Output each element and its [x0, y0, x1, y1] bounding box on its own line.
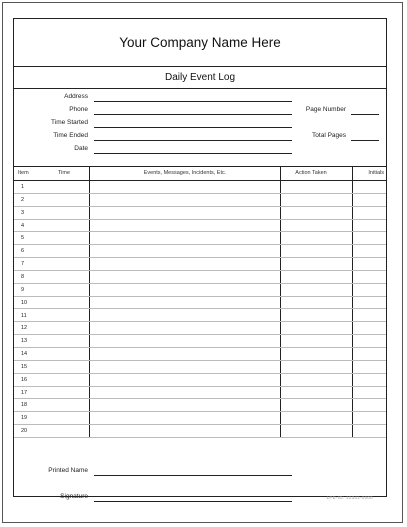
table-row[interactable]	[14, 220, 386, 233]
table-row[interactable]	[14, 361, 386, 374]
table-row[interactable]	[14, 245, 386, 258]
row-number: 20	[21, 428, 28, 435]
date-line[interactable]	[94, 153, 292, 154]
column-header-events: Events, Messages, Incidents, Etc.	[143, 170, 227, 176]
table-row[interactable]	[14, 374, 386, 387]
row-number: 4	[21, 222, 25, 229]
page-number-label: Page Number	[305, 106, 346, 113]
date-label: Date	[74, 145, 88, 152]
row-number: 1	[21, 184, 25, 190]
phone-label: Phone	[69, 106, 88, 113]
row-number: 17	[21, 389, 28, 396]
table-row[interactable]	[14, 181, 386, 194]
table-row[interactable]	[14, 348, 386, 361]
table-row[interactable]	[14, 207, 386, 220]
signature-line[interactable]	[94, 501, 292, 502]
row-number: 6	[21, 248, 25, 255]
table-row[interactable]	[14, 297, 386, 310]
form-title: Daily Event Log	[14, 67, 386, 89]
signature-section	[14, 438, 386, 498]
table-row[interactable]	[14, 399, 386, 412]
row-number: 7	[21, 261, 25, 268]
row-number: 8	[21, 273, 25, 280]
time-ended-line[interactable]	[94, 140, 292, 141]
row-number: 15	[21, 363, 28, 370]
table-row[interactable]	[14, 194, 386, 207]
row-number: 19	[21, 415, 28, 422]
info-section	[14, 89, 386, 167]
row-number: 13	[21, 338, 28, 345]
total-pages-line[interactable]	[351, 140, 379, 141]
table-row[interactable]	[14, 310, 386, 323]
table-row[interactable]	[14, 258, 386, 271]
column-header-initials: Initials	[368, 170, 384, 176]
table-row[interactable]	[14, 284, 386, 297]
page-number-line[interactable]	[351, 114, 379, 115]
printed-name-label: Printed Name	[48, 467, 88, 474]
row-number: 9	[21, 286, 25, 293]
table-row[interactable]	[14, 335, 386, 348]
phone-line[interactable]	[94, 114, 292, 115]
printed-name-line[interactable]	[94, 475, 292, 476]
table-row[interactable]	[14, 387, 386, 400]
row-number: 16	[21, 376, 28, 383]
time-started-line[interactable]	[94, 127, 292, 128]
total-pages-label: Total Pages	[312, 132, 346, 139]
row-number: 5	[21, 235, 25, 242]
column-header-item: Item	[18, 170, 29, 176]
row-number: 3	[21, 209, 25, 216]
table-row[interactable]	[14, 322, 386, 335]
table-header	[14, 167, 386, 181]
column-header-action: Action Taken	[295, 170, 327, 176]
row-number: 10	[21, 299, 28, 306]
row-number: 11	[21, 312, 27, 319]
company-name: Your Company Name Here	[14, 19, 386, 67]
time-started-label: Time Started	[51, 119, 88, 126]
signature-label: Signature	[60, 493, 88, 500]
form-id-footnote: LPE-ID: 12341-0000	[326, 495, 373, 500]
table-row[interactable]	[14, 271, 386, 284]
row-number: 2	[21, 196, 25, 203]
table-row[interactable]	[14, 425, 386, 438]
table-row[interactable]	[14, 412, 386, 425]
address-line[interactable]	[94, 101, 292, 102]
column-header-time: Time	[58, 170, 71, 176]
table-row[interactable]	[14, 232, 386, 245]
event-log-table	[14, 167, 386, 438]
row-number: 14	[21, 351, 28, 358]
row-number: 12	[21, 325, 28, 332]
row-number: 18	[21, 402, 28, 409]
time-ended-label: Time Ended	[53, 132, 88, 139]
address-label: Address	[64, 93, 88, 100]
